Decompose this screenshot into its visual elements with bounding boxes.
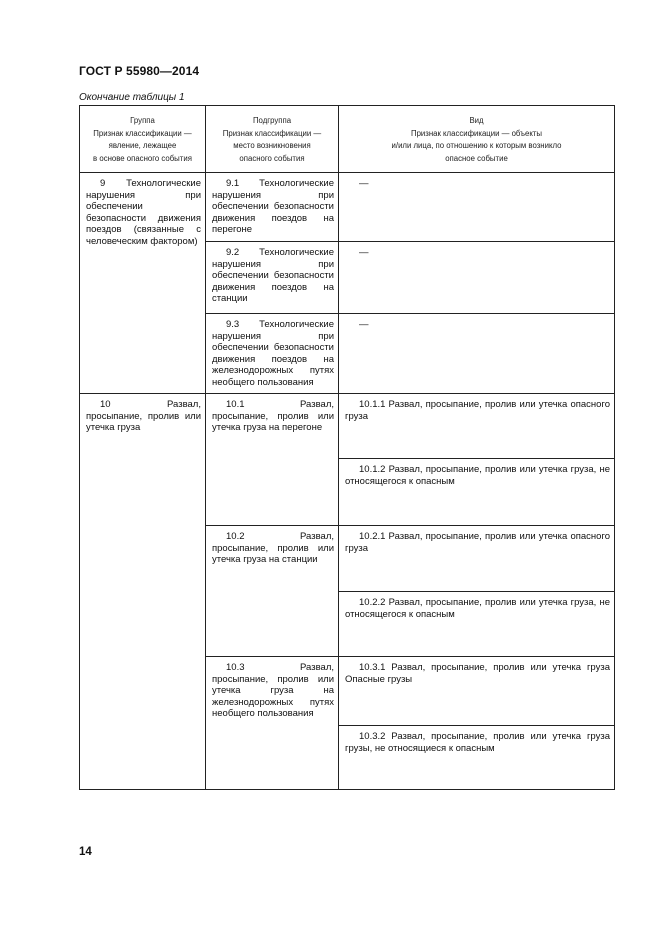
subgroup-cell-9-2: 9.2 Технологические нарушения при обеспечении безопасности движения поездов на станции: [206, 242, 339, 314]
type-cell-10-2-2: 10.2.2 Развал, просыпание, пролив или утечка груза, не относящегося к опасным: [339, 592, 615, 657]
header-subgroup: Подгруппа Признак классификации — место возникновения опасного события: [206, 106, 339, 173]
type-cell-10-3-2: 10.3.2 Развал, просыпание, пролив или утечка груза грузы, не относящиеся к опасным: [339, 726, 615, 790]
type-cell-9-1: —: [339, 173, 615, 242]
group-cell-10: 10 Развал, просыпание, пролив или утечка груза: [80, 394, 206, 790]
type-cell-9-2: —: [339, 242, 615, 314]
subgroup-cell-10-2: 10.2 Развал, просыпание, пролив или утечка груза на станции: [206, 526, 339, 657]
subgroup-cell-10-3: 10.3 Развал, просыпание, пролив или утечка груза на железнодорожных путях необщего пользования: [206, 657, 339, 790]
subgroup-cell-9-3: 9.3 Технологические нарушения при обеспечении безопасности движения поездов на железнодорожных путях необщего пользования: [206, 314, 339, 394]
table-caption: Окончание таблицы 1: [79, 92, 185, 103]
type-cell-10-2-1: 10.2.1 Развал, просыпание, пролив или утечка опасного груза: [339, 526, 615, 592]
document-standard-number: ГОСТ Р 55980—2014: [79, 64, 200, 78]
table-row: [80, 394, 615, 459]
type-cell-10-1-2: 10.1.2 Развал, просыпание, пролив или утечка груза, не относящегося к опасным: [339, 459, 615, 526]
type-cell-9-3: —: [339, 314, 615, 394]
classification-table: [79, 105, 615, 790]
subgroup-cell-9-1: 9.1 Технологические нарушения при обеспечении безопасности движения поездов на перегоне: [206, 173, 339, 242]
group-cell-9: 9 Технологические нарушения при обеспечении безопасности движения поездов (связанные с человеческим фактором): [80, 173, 206, 394]
header-type: Вид Признак классификации — объекты и/или лица, по отношению к которым возникло опасное событие: [339, 106, 615, 173]
page-number: 14: [79, 846, 92, 858]
header-group: Группа Признак классификации — явление, лежащее в основе опасного события: [80, 106, 206, 173]
table-header-row: [80, 106, 615, 173]
type-cell-10-1-1: 10.1.1 Развал, просыпание, пролив или утечка опасного груза: [339, 394, 615, 459]
type-cell-10-3-1: 10.3.1 Развал, просыпание, пролив или утечка груза Опасные грузы: [339, 657, 615, 726]
table-row: [80, 173, 615, 242]
subgroup-cell-10-1: 10.1 Развал, просыпание, пролив или утечка груза на перегоне: [206, 394, 339, 526]
